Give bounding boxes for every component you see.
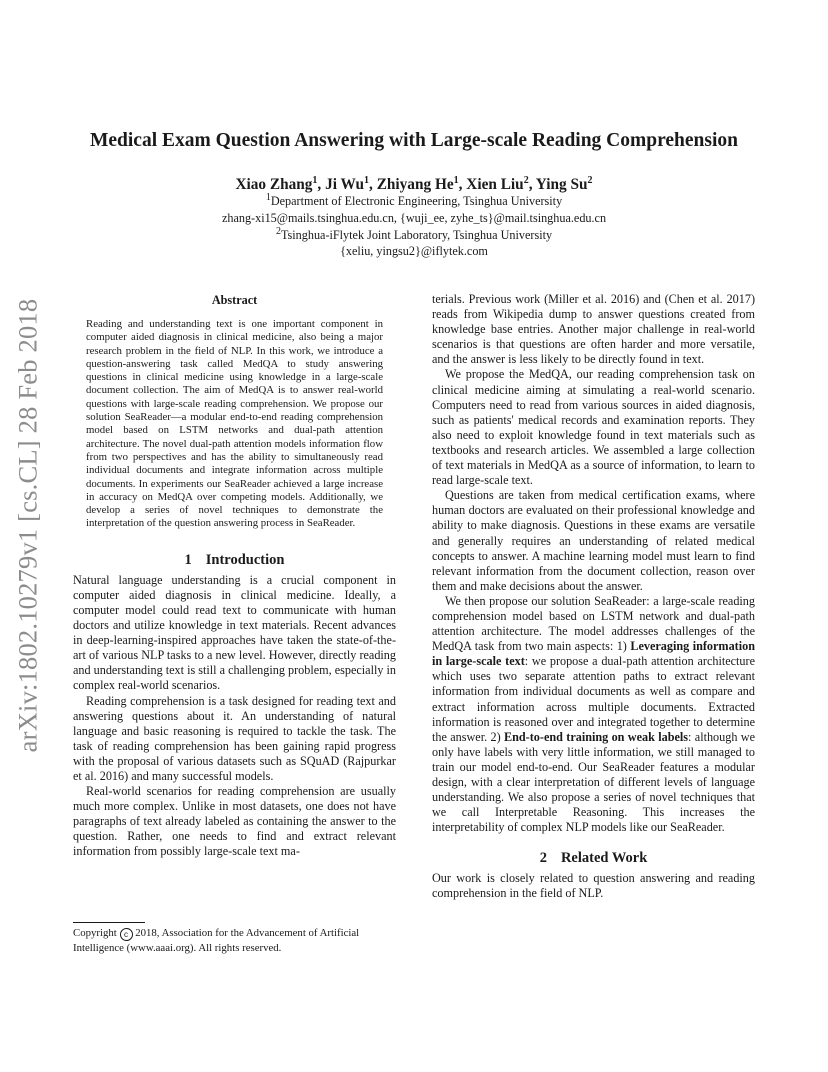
affiliation-2 [60, 227, 768, 244]
affiliations [60, 193, 768, 260]
section-number: 1 [184, 551, 192, 568]
author-affiliation-mark: 2 [587, 174, 593, 186]
abstract-heading: Abstract [211, 293, 258, 307]
abstract-text: Reading and understanding text is one important component in computer aided diagnosis in clinical medicine, also being a major research problem in the field of NLP. In this work, we introduce a question-answering task called MedQA to study answering questions in clinical medicine using knowledge in a large-scale document collection. The aim of MedQA is to answer real-world questions with large-scale reading comprehension. We propose our solution SeaReader—a modular end-to-end reading comprehension model based on LSTM networks and dual-path attention architecture. The novel dual-path attention models information flow from two perspectives and has the ability to simultaneously read individual documents and integrate information across multiple documents. In experiments our SeaReader achieved a large increase in accuracy on MedQA over competing models. Additionally, we develop a series of novel techniques to demonstrate the interpretation of the question answering process in SeaReader. [86, 318, 383, 530]
text-run: We then propose our solution SeaReader: a large-scale reading comprehension model based on LSTM network and dual-path attention architecture. The model addresses challenges of the MedQA task from two main aspects: 1) [432, 593, 755, 654]
author-name: Xien Liu [466, 176, 524, 193]
arxiv-identifier: arXiv:1802.10279v1 [cs.CL] 28 Feb 2018 [12, 298, 43, 752]
affiliation-name: Tsinghua-iFlytek Joint Laboratory, Tsinghua University [280, 227, 553, 242]
left-column [73, 292, 396, 860]
copyright-text: 2018, Association for the Advancement of Artificial Intelligence (www.aaai.org). All rights reserved. [73, 927, 360, 954]
author-name: Ji Wu [325, 176, 365, 193]
text-run: : although we only have labels with very little information, we still managed to train our model end-to-end. Our SeaReader features a modular design, with a clear interpretation of different levels of language understanding. We also propose a series of novel techniques that we call Interpretable Reasoning. This increases the interpretability of complex NLP models like our SeaReader. [432, 729, 755, 835]
paper-title: Medical Exam Question Answering with Large-scale Reading Comprehension [89, 130, 738, 151]
bold-phrase: End-to-end training on weak labels [503, 729, 689, 744]
intro-paragraph-questions: Questions are taken from medical certification exams, where human doctors are evaluated on their professional knowledge and ability to make diagnosis. Questions in these exams are versatile and generally requires an understanding of related medical concepts to answer. A machine learning model must learn to find relevant information from the document collection, reason over them and make decisions about the answer. [432, 488, 755, 593]
section-title: Introduction [205, 551, 285, 568]
intro-paragraph-2: Reading comprehension is a task designed for reading text and answering questions about it. An understanding of natural language and basic reasoning is required to tackle the task. The task of reading comprehension has been gaining rapid progress with the proposal of various datasets such as SQuAD (Rajpurkar et al. 2016) and many successful models. [73, 693, 396, 783]
affiliation-1 [60, 193, 768, 210]
affiliation-name: Department of Electronic Engineering, Tsinghua University [270, 194, 563, 208]
right-column [432, 292, 755, 902]
related-work-paragraph-1: Our work is closely related to question answering and reading comprehension in the field of NLP. [432, 871, 755, 901]
author-affiliation-mark: 1 [364, 174, 370, 186]
affiliation-number: 1 [265, 191, 271, 203]
copyright-icon: c [120, 928, 133, 941]
bold-phrase: Leveraging information in large-scale text [432, 639, 755, 669]
intro-paragraph-medqa: We propose the MedQA, our reading comprehension task on clinical medicine aiming at simulating a real-world scenario. Computers need to read from various sources in aided diagnosis, such as patients' medical records and examination reports. They also need to exploit knowledge found in text materials such as textbooks and research articles. We assembled a large collection of text materials in MedQA as a source of information, to learn to read large-scale text. [432, 367, 755, 488]
author-name: Zhiyang He [376, 176, 454, 193]
author-name: Xiao Zhang [235, 176, 313, 193]
author-affiliation-mark: 1 [453, 174, 459, 186]
section-heading-related-work [432, 849, 755, 867]
arxiv-stamp [10, 290, 46, 760]
intro-paragraph-continued: terials. Previous work (Miller et al. 2016) and (Chen et al. 2017) reads from Wikipedia dump to answer questions created from knowledge base entries. Another major challenge in real-world scenarios is that questions are often harder and more versatile, and the answer is less likely to be directly found in text. [432, 292, 755, 367]
affiliation-1-emails: zhang-xi15@mails.tsinghua.edu.cn, {wuji_ee, zyhe_ts}@mail.tsinghua.edu.cn [221, 210, 607, 225]
text-run: : we propose a dual-path attention architecture which uses two separate attention paths to extract relevant information from individual documents as well as compare and extract information across multiple documents. Extracted information is reasoned over and integrated together to determine the answer. 2) [432, 654, 755, 744]
affiliation-2-emails: {xeliu, yingsu2}@iflytek.com [340, 244, 488, 259]
author-name: Ying Su [535, 176, 588, 193]
author-affiliation-mark: 2 [523, 174, 529, 186]
section-number: 2 [539, 850, 547, 867]
section-title: Related Work [560, 850, 648, 867]
copyright-label: Copyright [73, 927, 117, 939]
intro-paragraph-seareader [432, 594, 755, 836]
intro-paragraph-1: Natural language understanding is a crucial component in computer aided diagnosis in clinical medicine. Ideally, a computer model could read text to communicate with human doctors and utilize knowledge in text materials. Recent advances in deep-learning-inspired approaches have taken the state-of-the-art of various NLP tasks to a new level. However, directly reading and understanding text is still a challenging problem, especially in complex real-world scenarios. [73, 572, 396, 693]
affiliation-number: 2 [275, 225, 281, 237]
author-list: Xiao Zhang$^1$, Ji Wu$^1$, Zhiyang He$^1$, Xien Liu$^2$, Ying Su$^2$ [235, 174, 593, 193]
copyright-footnote [73, 926, 396, 955]
intro-paragraph-3: Real-world scenarios for reading comprehension are usually much more complex. Unlike in most datasets, one does not have paragraphs of text already labeled as containing the answer to the question. Rather, one needs to find and extract relevant information from possibly large-scale text ma- [73, 784, 396, 859]
section-heading-introduction [73, 551, 396, 569]
footnote-rule [73, 922, 145, 923]
author-affiliation-mark: 1 [312, 174, 318, 186]
